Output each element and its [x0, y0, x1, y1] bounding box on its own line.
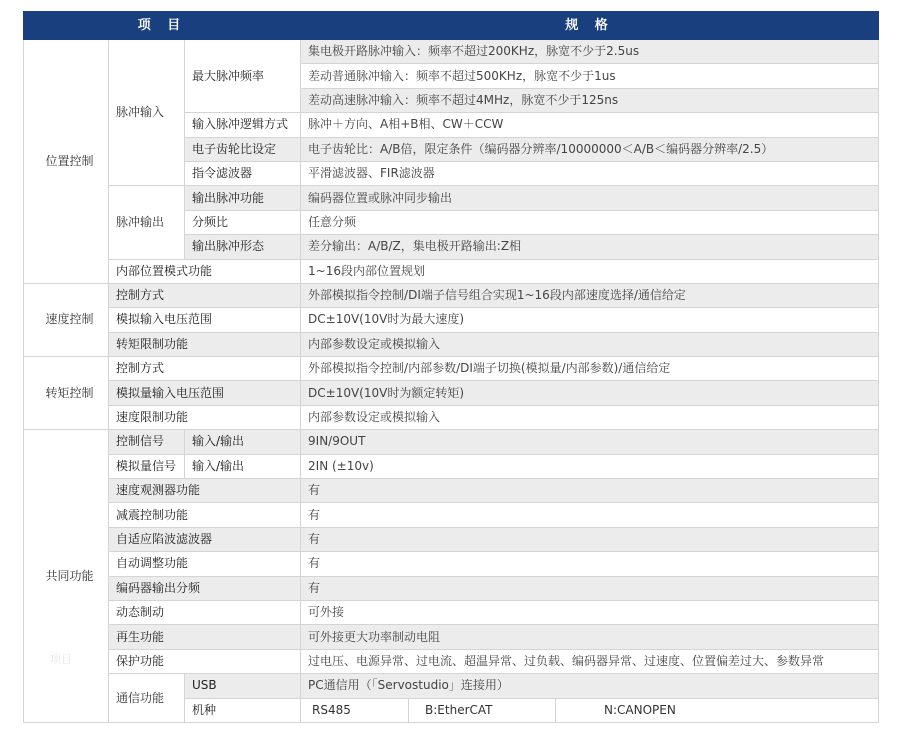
table-row: [24, 454, 879, 478]
table-row: [24, 625, 879, 649]
value-common-6: 可外接更大功率制动电阻: [301, 625, 879, 649]
table-row: [24, 381, 879, 405]
table-row: [24, 332, 879, 356]
value-gear: 电子齿轮比：A/B倍，限定条件（编码器分辨率/10000000＜A/B＜编码器分辨率/2.5）: [301, 137, 879, 161]
header-spec: 规 格: [301, 12, 879, 40]
value-common-4: 有: [301, 576, 879, 600]
label-max-freq: 最大脉冲频率: [185, 40, 301, 113]
value-freq-3: 差动高速脉冲输入：频率不超过4MHz，脉宽不少于125ns: [301, 88, 879, 112]
value-speed-1: DC±10V(10V时为最大速度): [301, 308, 879, 332]
value-ana: 2IN (±10v): [301, 454, 879, 478]
value-model: [301, 698, 879, 722]
table-row: [24, 186, 879, 210]
group-position: 位置控制: [24, 40, 109, 284]
value-torque-2: 内部参数设定或模拟输入: [301, 405, 879, 429]
value-logic: 脉冲＋方向、A相+B相、CW＋CCW: [301, 113, 879, 137]
value-common-3: 有: [301, 552, 879, 576]
value-common-7: 过电压、电源异常、过电流、超温异常、过负载、编码器异常、过速度、位置偏差过大、参数异常: [301, 649, 879, 673]
value-common-1: 有: [301, 503, 879, 527]
value-usb: PC通信用（「Servostudio」连接用）: [301, 674, 879, 698]
table-row: [24, 503, 879, 527]
value-torque-1: DC±10V(10V时为额定转矩): [301, 381, 879, 405]
table-row: [24, 259, 879, 283]
value-common-0: 有: [301, 479, 879, 503]
value-speed-0: 外部模拟指令控制/DI端子信号组合实现1~16段内部速度选择/通信给定: [301, 283, 879, 307]
label-common-3: 自动调整功能: [109, 552, 301, 576]
label-comm: 通信功能: [109, 674, 185, 723]
table-row: [24, 40, 879, 64]
table-row: [24, 527, 879, 551]
value-common-2: 有: [301, 527, 879, 551]
value-out-form: 差分输出：A/B/Z，集电极开路输出:Z相: [301, 235, 879, 259]
label-logic: 输入脉冲逻辑方式: [185, 113, 301, 137]
value-ctrl: 9IN/9OUT: [301, 430, 879, 454]
table-row: [24, 308, 879, 332]
label-out-func: 输出脉冲功能: [185, 186, 301, 210]
label-ana-sig: 模拟量信号: [109, 454, 185, 478]
label-torque-2: 速度限制功能: [109, 405, 301, 429]
label-torque-1: 模拟量输入电压范围: [109, 381, 301, 405]
value-filter: 平滑滤波器、FIR滤波器: [301, 161, 879, 185]
model-ethercat: B:EtherCAT: [408, 699, 555, 722]
table-row: [24, 479, 879, 503]
table-row: [24, 357, 879, 381]
label-common-7: 保护功能: [109, 649, 301, 673]
group-common: 共同功能: [24, 430, 109, 723]
label-filter: 指令滤波器: [185, 161, 301, 185]
value-torque-0: 外部模拟指令控制/内部参数/DI端子切换(模拟量/内部参数)/通信给定: [301, 357, 879, 381]
table-row: [24, 600, 879, 624]
table-row: [24, 405, 879, 429]
label-common-2: 自适应陷波滤波器: [109, 527, 301, 551]
table-row: [24, 552, 879, 576]
label-common-6: 再生功能: [109, 625, 301, 649]
table-row: [24, 649, 879, 673]
label-common-4: 编码器输出分频: [109, 576, 301, 600]
label-ctrl-sig: 控制信号: [109, 430, 185, 454]
table-header: [24, 12, 879, 40]
sub-pulse-out: 脉冲输出: [109, 186, 185, 259]
watermark-text: 项目: [50, 653, 72, 666]
label-model: 机种: [185, 698, 301, 722]
value-freq-2: 差动普通脉冲输入：频率不超过500KHz，脉宽不少于1us: [301, 64, 879, 88]
value-speed-2: 内部参数设定或模拟输入: [301, 332, 879, 356]
value-internal: 1~16段内部位置规划: [301, 259, 879, 283]
label-torque-0: 控制方式: [109, 357, 301, 381]
label-speed-2: 转矩限制功能: [109, 332, 301, 356]
label-internal: 内部位置模式功能: [109, 259, 301, 283]
group-speed: 速度控制: [24, 283, 109, 356]
label-out-form: 输出脉冲形态: [185, 235, 301, 259]
table-row: [24, 430, 879, 454]
label-speed-1: 模拟输入电压范围: [109, 308, 301, 332]
label-usb: USB: [185, 674, 301, 698]
table-row: [24, 283, 879, 307]
label-gear: 电子齿轮比设定: [185, 137, 301, 161]
value-freq-1: 集电极开路脉冲输入：频率不超过200KHz，脉宽不少于2.5us: [301, 40, 879, 64]
table-row: [24, 674, 879, 698]
label-common-0: 速度观测器功能: [109, 479, 301, 503]
value-div: 任意分频: [301, 210, 879, 234]
value-out-func: 编码器位置或脉冲同步输出: [301, 186, 879, 210]
label-ctrl-io: 输入/输出: [185, 430, 301, 454]
table-row: [24, 576, 879, 600]
label-common-5: 动态制动: [109, 600, 301, 624]
group-torque: 转矩控制: [24, 357, 109, 430]
label-ana-io: 输入/输出: [185, 454, 301, 478]
label-div: 分频比: [185, 210, 301, 234]
label-common-1: 减震控制功能: [109, 503, 301, 527]
sub-pulse-in: 脉冲输入: [109, 40, 185, 186]
model-canopen: N:CANOPEN: [555, 699, 676, 722]
value-common-5: 可外接: [301, 600, 879, 624]
model-rs485: RS485: [312, 702, 351, 717]
header-item: 项 目: [24, 12, 301, 40]
label-speed-0: 控制方式: [109, 283, 301, 307]
spec-table: [23, 11, 879, 723]
